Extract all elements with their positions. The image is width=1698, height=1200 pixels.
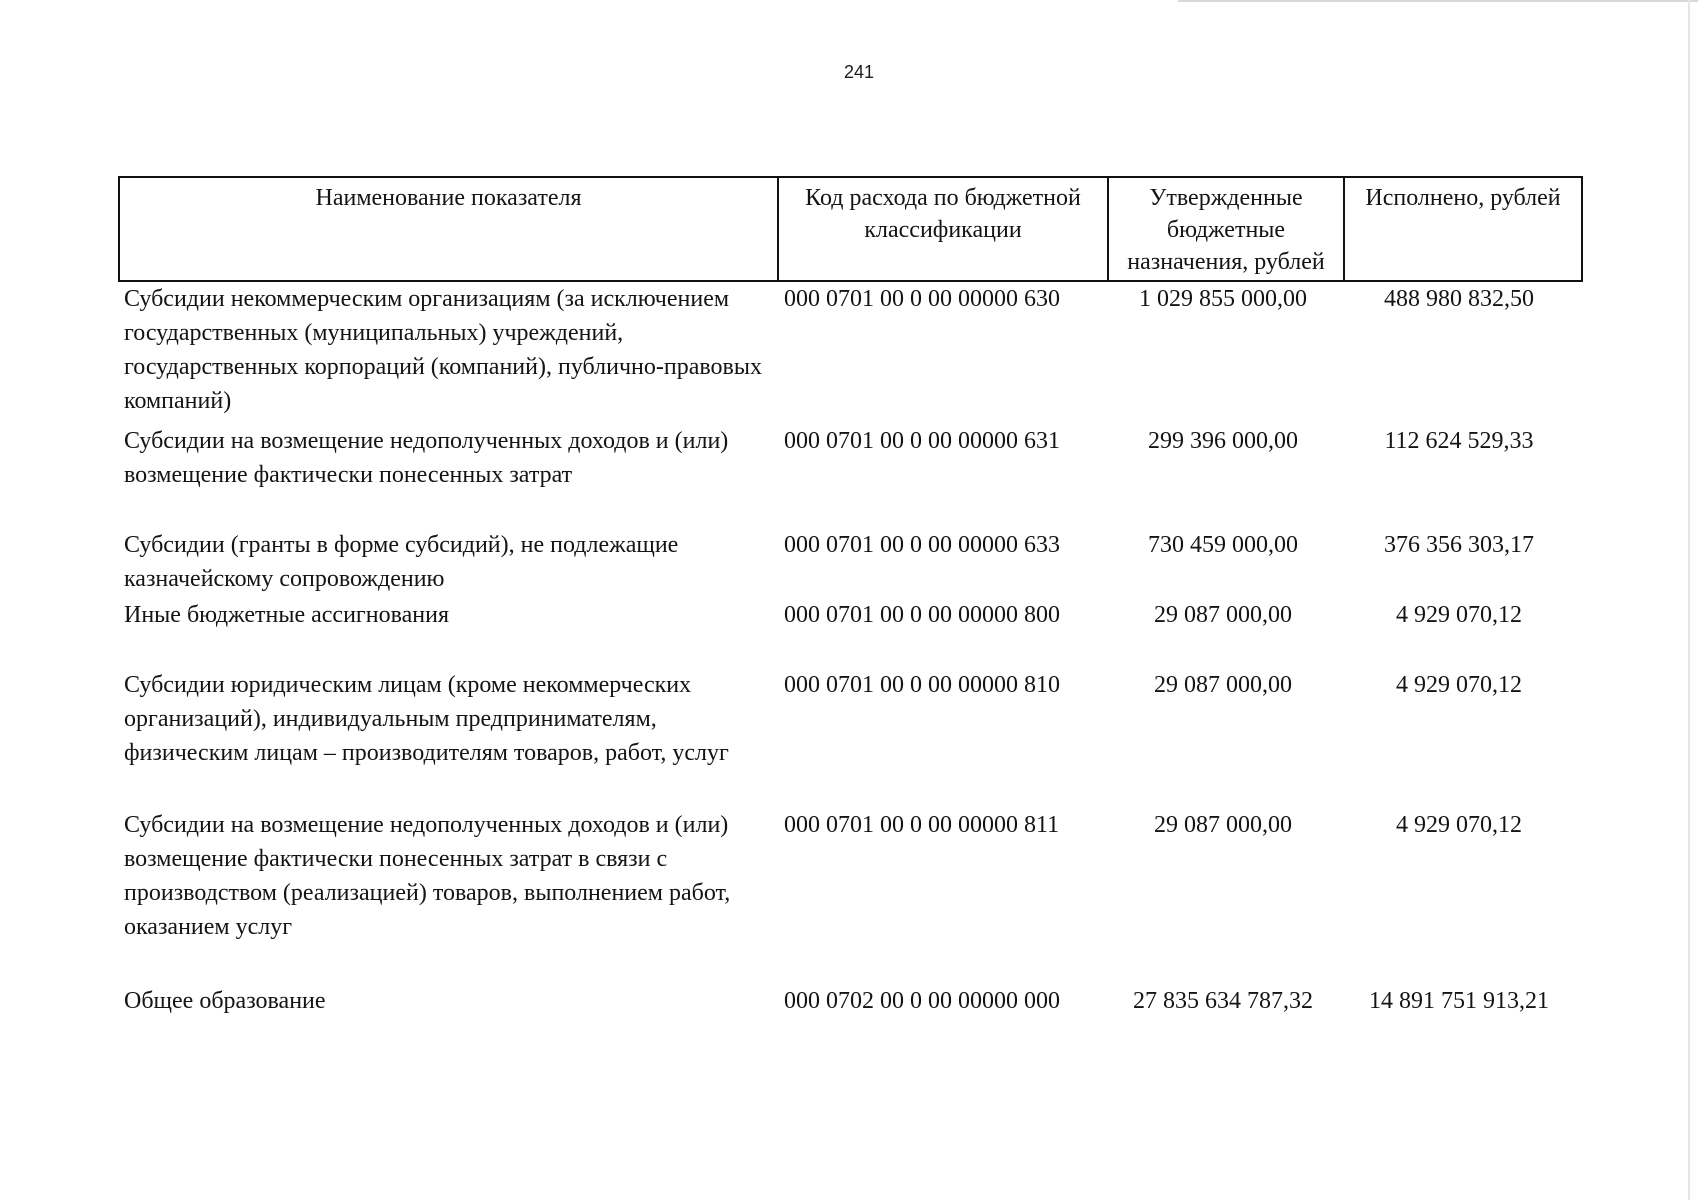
row-plan: 299 396 000,00 [1148,428,1298,454]
row-name: Субсидии некоммерческим организациям (за исключением государственных (муниципальных) учреждений, государственных корпораций (компаний), публично-правовых компаний) [124,286,762,414]
row-plan: 29 087 000,00 [1154,602,1292,628]
scan-edge-line [1178,0,1698,2]
header-code: Код расхода по бюджетной классификации [777,178,1107,280]
header-plan: Утвержденные бюджетные назначения, рублей [1107,178,1343,280]
row-code: 000 0701 00 0 00 00000 633 [784,532,1060,558]
row-name: Общее образование [124,988,326,1014]
row-code: 000 0701 00 0 00 00000 800 [784,602,1060,628]
row-code: 000 0701 00 0 00 00000 810 [784,672,1060,698]
row-plan: 27 835 634 787,32 [1133,988,1313,1014]
scan-right-edge [1688,0,1690,1200]
row-plan: 29 087 000,00 [1154,812,1292,838]
page-number: 241 [843,62,875,82]
row-exec: 4 929 070,12 [1396,812,1522,838]
row-exec: 112 624 529,33 [1384,428,1534,454]
row-name: Субсидии (гранты в форме субсидий), не подлежащие казначейскому сопровождению [124,532,679,592]
header-exec: Исполнено, рублей [1343,178,1581,280]
row-name: Субсидии юридическим лицам (кроме некоммерческих организаций), индивидуальным предпринимателям, физическим лицам – производителям товаров, работ, услуг [124,672,729,766]
row-name: Иные бюджетные ассигнования [124,602,449,628]
row-plan: 1 029 855 000,00 [1139,286,1307,312]
row-code: 000 0701 00 0 00 00000 631 [784,428,1060,454]
row-exec: 4 929 070,12 [1396,672,1522,698]
row-exec: 488 980 832,50 [1384,286,1534,312]
row-code: 000 0702 00 0 00 00000 000 [784,988,1060,1014]
row-exec: 14 891 751 913,21 [1369,988,1549,1014]
row-plan: 730 459 000,00 [1148,532,1298,558]
row-code: 000 0701 00 0 00 00000 630 [784,286,1060,312]
table-header [118,176,1583,282]
row-code: 000 0701 00 0 00 00000 811 [784,812,1060,838]
row-exec: 4 929 070,12 [1396,602,1522,628]
row-name: Субсидии на возмещение недополученных доходов и (или) возмещение фактически понесенных затрат в связи с производством (реализацией) товаров, выполнением работ, оказанием услуг [124,812,731,940]
header-name: Наименование показателя [315,185,582,211]
row-plan: 29 087 000,00 [1154,672,1292,698]
row-name: Субсидии на возмещение недополученных доходов и (или) возмещение фактически понесенных затрат [124,428,729,488]
row-exec: 376 356 303,17 [1384,532,1534,558]
